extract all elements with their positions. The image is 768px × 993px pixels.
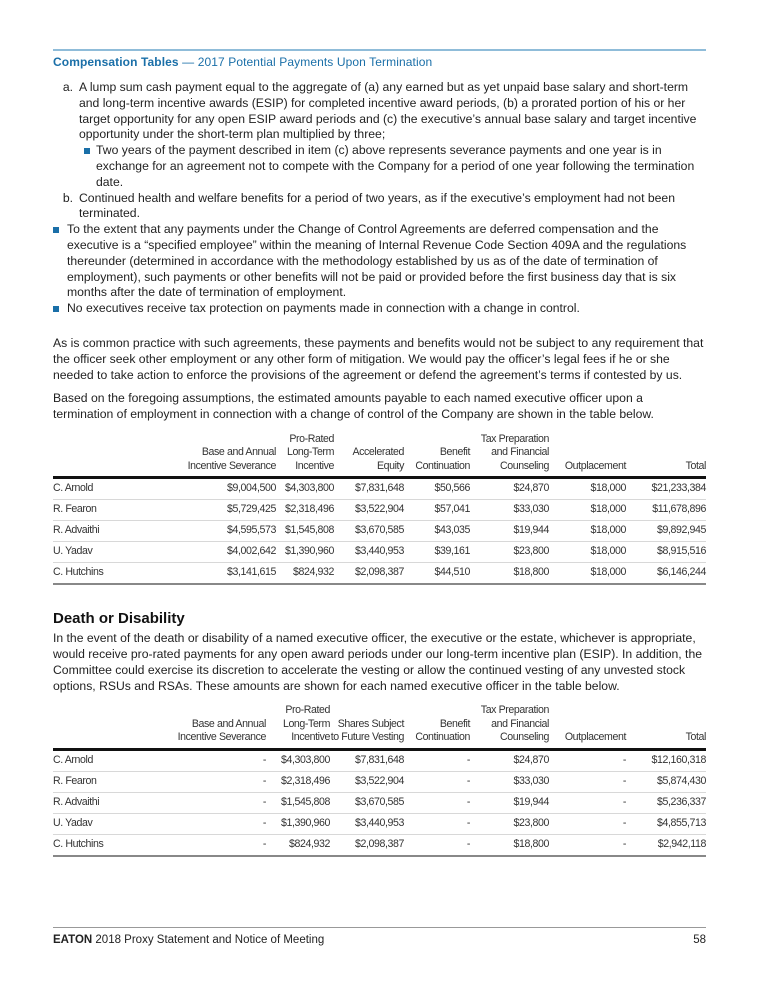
- column-header-name: [53, 704, 171, 749]
- cell-severance: -: [171, 749, 266, 771]
- header-rule: [53, 49, 706, 51]
- table-header-row: [53, 704, 706, 749]
- square-bullet-icon: [53, 227, 59, 233]
- cell-total: $5,874,430: [626, 771, 706, 792]
- cell-outplacement: $18,000: [549, 500, 626, 521]
- cell-total: $11,678,896: [626, 500, 706, 521]
- header-separator: —: [182, 55, 195, 69]
- cell-severance: $4,002,642: [171, 542, 276, 563]
- column-header-shares-future-vesting: Shares Subject to Future Vesting: [330, 717, 404, 744]
- list-item-a-text: A lump sum cash payment equal to the aggregate of (a) any earned but as yet unpaid base salary and short-term and long-term incentive awards (ESIP) for completed incentive award periods, (b) a prorated portion of his or her target opportunity for any open ESIP award periods and (c) the executive’s annual base salary and target incentive opportunity under the short-term plan multiplied by three;: [79, 80, 697, 142]
- cell-severance: $3,141,615: [171, 563, 276, 585]
- cell-prorated-lti: $1,390,960: [266, 813, 330, 834]
- cell-prorated-lti: $1,390,960: [276, 542, 334, 563]
- cell-shares-vesting: $2,098,387: [330, 834, 404, 856]
- column-header-severance: Base and Annual Incentive Severance: [187, 446, 276, 472]
- cell-total: $12,160,318: [626, 749, 706, 771]
- cell-prorated-lti: $4,303,800: [266, 749, 330, 771]
- table-row: [53, 771, 706, 792]
- column-header-benefit-continuation: Benefit Continuation: [415, 446, 470, 472]
- cell-total: $5,236,337: [626, 792, 706, 813]
- column-header-outplacement: Outplacement: [564, 731, 626, 744]
- cell-benefit: $43,035: [404, 521, 470, 542]
- cell-tax-prep: $33,030: [470, 500, 549, 521]
- cell-benefit: -: [404, 749, 470, 771]
- footer-rule: [53, 927, 706, 928]
- cell-total: $21,233,384: [626, 478, 706, 500]
- list-marker-a: a.: [62, 80, 73, 94]
- column-header-prorated-lti: Pro-Rated Long-Term Incentive: [286, 432, 334, 472]
- cell-name: C. Arnold: [53, 749, 171, 771]
- column-header-total: Total: [685, 731, 706, 744]
- cell-accelerated-equity: $3,670,585: [334, 521, 404, 542]
- table-row: [53, 521, 706, 542]
- cell-tax-prep: $19,944: [470, 792, 549, 813]
- page-content: [53, 80, 706, 857]
- cell-name: R. Fearon: [53, 500, 171, 521]
- cell-tax-prep: $24,870: [470, 478, 549, 500]
- bullet-item-1-text: To the extent that any payments under the Change of Control Agreements are deferred compensation and the executive is a “specified employee” within the meaning of Internal Revenue Code Section 409A and the regulations thereunder (determined in accordance with the methodology established by us as of the date of termination of employment), such payments or other benefits will not be paid or provided before the first business day that is six months after the date of termination of employment.: [67, 222, 687, 300]
- cell-severance: -: [171, 792, 266, 813]
- cell-tax-prep: $24,870: [470, 749, 549, 771]
- column-header-severance: Base and Annual Incentive Severance: [177, 717, 266, 744]
- cell-name: R. Fearon: [53, 771, 171, 792]
- footer-title: 2018 Proxy Statement and Notice of Meeting: [95, 934, 325, 946]
- cell-prorated-lti: $824,932: [276, 563, 334, 585]
- cell-name: R. Advaithi: [53, 521, 171, 542]
- cell-benefit: -: [404, 792, 470, 813]
- cell-name: U. Yadav: [53, 813, 171, 834]
- section-title-death-disability: Death or Disability: [53, 610, 185, 628]
- list-subitem-text: Two years of the payment described in item (c) above represents severance payments and one year is in exchange for an agreement not to compete with the Company for a period of one year following the termination date.: [96, 143, 695, 189]
- square-bullet-icon: [84, 148, 90, 154]
- cell-benefit: $39,161: [404, 542, 470, 563]
- table-row: [53, 749, 706, 771]
- table-row: [53, 542, 706, 563]
- square-bullet-icon: [53, 306, 59, 312]
- cell-outplacement: -: [549, 792, 626, 813]
- column-header-name: [53, 433, 171, 478]
- column-header-prorated-lti: Pro-Rated Long-Term Incentive: [282, 704, 330, 744]
- table-row: [53, 500, 706, 521]
- cell-benefit: $50,566: [404, 478, 470, 500]
- column-header-outplacement: Outplacement: [564, 459, 626, 472]
- cell-severance: $4,595,573: [171, 521, 276, 542]
- cell-outplacement: $18,000: [549, 563, 626, 585]
- paragraph-mitigation: As is common practice with such agreements, these payments and benefits would not be subject to any requirement that the officer seek other employment or any other form of mitigation. We would pay the officer’s legal fees if he or she needed to take action to enforce the provisions of the agreement or defend the agreement’s terms if contested by us.: [53, 335, 704, 382]
- cell-severance: $5,729,425: [171, 500, 276, 521]
- cell-shares-vesting: $7,831,648: [330, 749, 404, 771]
- cell-prorated-lti: $824,932: [266, 834, 330, 856]
- running-header: [53, 55, 432, 69]
- cell-tax-prep: $23,800: [470, 542, 549, 563]
- cell-name: R. Advaithi: [53, 792, 171, 813]
- list-item-b-text: Continued health and welfare benefits for a period of two years, as if the executive’s employment had not been terminated.: [79, 190, 675, 221]
- cell-benefit: -: [404, 813, 470, 834]
- cell-prorated-lti: $2,318,496: [276, 500, 334, 521]
- cell-total: $4,855,713: [626, 813, 706, 834]
- cell-shares-vesting: $3,522,904: [330, 771, 404, 792]
- cell-prorated-lti: $1,545,808: [266, 792, 330, 813]
- cell-severance: $9,004,500: [171, 478, 276, 500]
- cell-accelerated-equity: $2,098,387: [334, 563, 404, 585]
- cell-severance: -: [171, 813, 266, 834]
- table-row: [53, 792, 706, 813]
- cell-benefit: $44,510: [404, 563, 470, 585]
- table-header-row: [53, 433, 706, 478]
- column-header-accelerated-equity: Accelerated Equity: [352, 446, 404, 472]
- bullet-item-1: [53, 222, 706, 301]
- cell-outplacement: -: [549, 834, 626, 856]
- cell-benefit: -: [404, 834, 470, 856]
- cell-outplacement: -: [549, 749, 626, 771]
- cell-outplacement: $18,000: [549, 521, 626, 542]
- cell-tax-prep: $33,030: [470, 771, 549, 792]
- table-row: [53, 834, 706, 856]
- cell-tax-prep: $19,944: [470, 521, 549, 542]
- cell-tax-prep: $18,800: [470, 563, 549, 585]
- cell-prorated-lti: $1,545,808: [276, 521, 334, 542]
- change-of-control-table: [53, 433, 706, 586]
- cell-outplacement: -: [549, 813, 626, 834]
- cell-accelerated-equity: $3,440,953: [334, 542, 404, 563]
- cell-severance: -: [171, 834, 266, 856]
- bullet-item-2-text: No executives receive tax protection on payments made in connection with a change in control.: [67, 301, 580, 316]
- cell-shares-vesting: $3,440,953: [330, 813, 404, 834]
- cell-severance: -: [171, 771, 266, 792]
- cell-name: U. Yadav: [53, 542, 171, 563]
- page-number: 58: [693, 934, 706, 946]
- cell-outplacement: -: [549, 771, 626, 792]
- cell-total: $9,892,945: [626, 521, 706, 542]
- cell-name: C. Hutchins: [53, 834, 171, 856]
- list-subitem: [53, 143, 706, 190]
- cell-accelerated-equity: $3,522,904: [334, 500, 404, 521]
- cell-name: C. Arnold: [53, 478, 171, 500]
- cell-prorated-lti: $4,303,800: [276, 478, 334, 500]
- cell-benefit: $57,041: [404, 500, 470, 521]
- bullet-item-2: [53, 301, 706, 317]
- table-row: [53, 478, 706, 500]
- paragraph-assumptions: Based on the foregoing assumptions, the estimated amounts payable to each named executive officer upon a termination of employment in connection with a change of control of the Company are shown in the table below.: [53, 391, 654, 422]
- list-item-a: [53, 80, 706, 143]
- cell-outplacement: $18,000: [549, 478, 626, 500]
- cell-total: $2,942,118: [626, 834, 706, 856]
- cell-tax-prep: $18,800: [470, 834, 549, 856]
- header-subsection: 2017 Potential Payments Upon Termination: [197, 55, 433, 69]
- cell-name: C. Hutchins: [53, 563, 171, 585]
- column-header-tax-prep: Tax Preparation and Financial Counseling: [480, 704, 549, 744]
- column-header-benefit-continuation: Benefit Continuation: [415, 717, 470, 744]
- footer-brand: EATON: [53, 934, 93, 946]
- cell-total: $6,146,244: [626, 563, 706, 585]
- cell-shares-vesting: $3,670,585: [330, 792, 404, 813]
- cell-outplacement: $18,000: [549, 542, 626, 563]
- table-row: [53, 813, 706, 834]
- paragraph-death-disability: In the event of the death or disability of a named executive officer, the executive or the estate, whichever is appropriate, would receive pro-rated payments for any open award periods under our long-term incentive plan (ESIP). In addition, the Committee could exercise its discretion to accelerate the vesting or allow the continued vesting of any unvested stock options, RSUs and RSAs. These amounts are shown for each named executive officer in the table below.: [53, 631, 703, 693]
- death-disability-table: [53, 704, 706, 857]
- column-header-total: Total: [685, 459, 706, 472]
- running-footer: [53, 934, 324, 946]
- cell-benefit: -: [404, 771, 470, 792]
- list-marker-b: b.: [62, 190, 73, 205]
- cell-total: $8,915,516: [626, 542, 706, 563]
- cell-tax-prep: $23,800: [470, 813, 549, 834]
- cell-prorated-lti: $2,318,496: [266, 771, 330, 792]
- list-item-b: [53, 191, 706, 223]
- header-section: Compensation Tables: [53, 55, 179, 69]
- table-row: [53, 563, 706, 585]
- column-header-tax-prep: Tax Preparation and Financial Counseling: [480, 432, 549, 472]
- cell-accelerated-equity: $7,831,648: [334, 478, 404, 500]
